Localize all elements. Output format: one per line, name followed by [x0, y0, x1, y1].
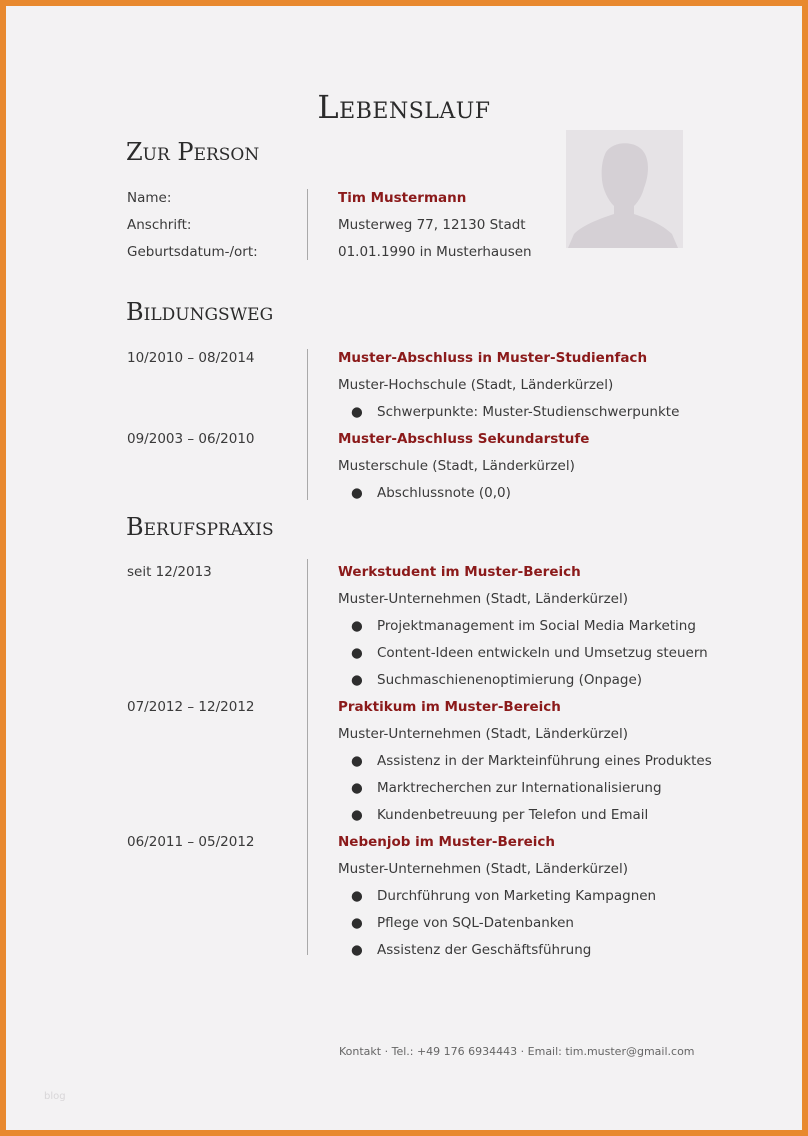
- experience-bullet: Durchführung von Marketing Kampagnen: [377, 888, 657, 904]
- experience-bullet: Suchmaschienenoptimierung (Onpage): [377, 672, 643, 688]
- bullet-marker: ●: [351, 942, 363, 958]
- experience-company: Muster-Unternehmen (Stadt, Länderkürzel): [338, 591, 629, 607]
- address-value: Musterweg 77, 12130 Stadt: [338, 217, 526, 233]
- name-label: Name:: [127, 190, 172, 206]
- experience-company: Muster-Unternehmen (Stadt, Länderkürzel): [338, 726, 629, 742]
- experience-title: Nebenjob im Muster-Bereich: [338, 834, 555, 850]
- education-title: Muster-Abschluss in Muster-Studienfach: [338, 350, 648, 366]
- bullet-marker: ●: [351, 888, 363, 904]
- experience-title: Praktikum im Muster-Bereich: [338, 699, 561, 715]
- experience-bullet: Content-Ideen entwickeln und Umsetzug steuern: [377, 645, 708, 661]
- education-bullet: Abschlussnote (0,0): [377, 485, 511, 501]
- watermark: blog: [44, 1091, 66, 1102]
- experience-period: 07/2012 – 12/2012: [127, 699, 255, 715]
- experience-bullet: Marktrecherchen zur Internationalisierung: [377, 780, 662, 796]
- experience-bullet: Assistenz in der Markteinführung eines Produktes: [377, 753, 712, 769]
- experience-bullet: Projektmanagement im Social Media Marketing: [377, 618, 696, 634]
- address-label: Anschrift:: [127, 217, 192, 233]
- birth-label: Geburtsdatum-/ort:: [127, 244, 258, 260]
- education-divider: [307, 349, 308, 500]
- bullet-marker: ●: [351, 618, 363, 634]
- experience-period: seit 12/2013: [127, 564, 212, 580]
- bullet-marker: ●: [351, 404, 363, 420]
- personal-divider: [307, 189, 308, 260]
- name-value: Tim Mustermann: [338, 190, 467, 206]
- education-bullet: Schwerpunkte: Muster-Studienschwerpunkte: [377, 404, 680, 420]
- bullet-marker: ●: [351, 645, 363, 661]
- bullet-marker: ●: [351, 915, 363, 931]
- experience-company: Muster-Unternehmen (Stadt, Länderkürzel): [338, 861, 629, 877]
- experience-divider: [307, 559, 308, 955]
- bullet-marker: ●: [351, 780, 363, 796]
- bullet-marker: ●: [351, 485, 363, 501]
- education-period: 09/2003 – 06/2010: [127, 431, 255, 447]
- experience-title: Werkstudent im Muster-Bereich: [338, 564, 581, 580]
- experience-bullet: Pflege von SQL-Datenbanken: [377, 915, 574, 931]
- contact-footer: Kontakt · Tel.: +49 176 6934443 · Email: tim.muster@gmail.com: [339, 1045, 695, 1058]
- bullet-marker: ●: [351, 807, 363, 823]
- experience-bullet: Kundenbetreuung per Telefon und Email: [377, 807, 649, 823]
- page-title: Lebenslauf: [317, 88, 491, 126]
- experience-bullet: Assistenz der Geschäftsführung: [377, 942, 592, 958]
- section-heading-experience: Berufspraxis: [126, 513, 274, 541]
- education-institution: Musterschule (Stadt, Länderkürzel): [338, 458, 575, 474]
- bullet-marker: ●: [351, 672, 363, 688]
- profile-photo-placeholder: [566, 130, 683, 248]
- section-heading-education: Bildungsweg: [126, 298, 274, 326]
- education-title: Muster-Abschluss Sekundarstufe: [338, 431, 590, 447]
- education-period: 10/2010 – 08/2014: [127, 350, 255, 366]
- birth-value: 01.01.1990 in Musterhausen: [338, 244, 532, 260]
- bullet-marker: ●: [351, 753, 363, 769]
- experience-period: 06/2011 – 05/2012: [127, 834, 255, 850]
- section-heading-personal: Zur Person: [126, 138, 260, 166]
- education-institution: Muster-Hochschule (Stadt, Länderkürzel): [338, 377, 614, 393]
